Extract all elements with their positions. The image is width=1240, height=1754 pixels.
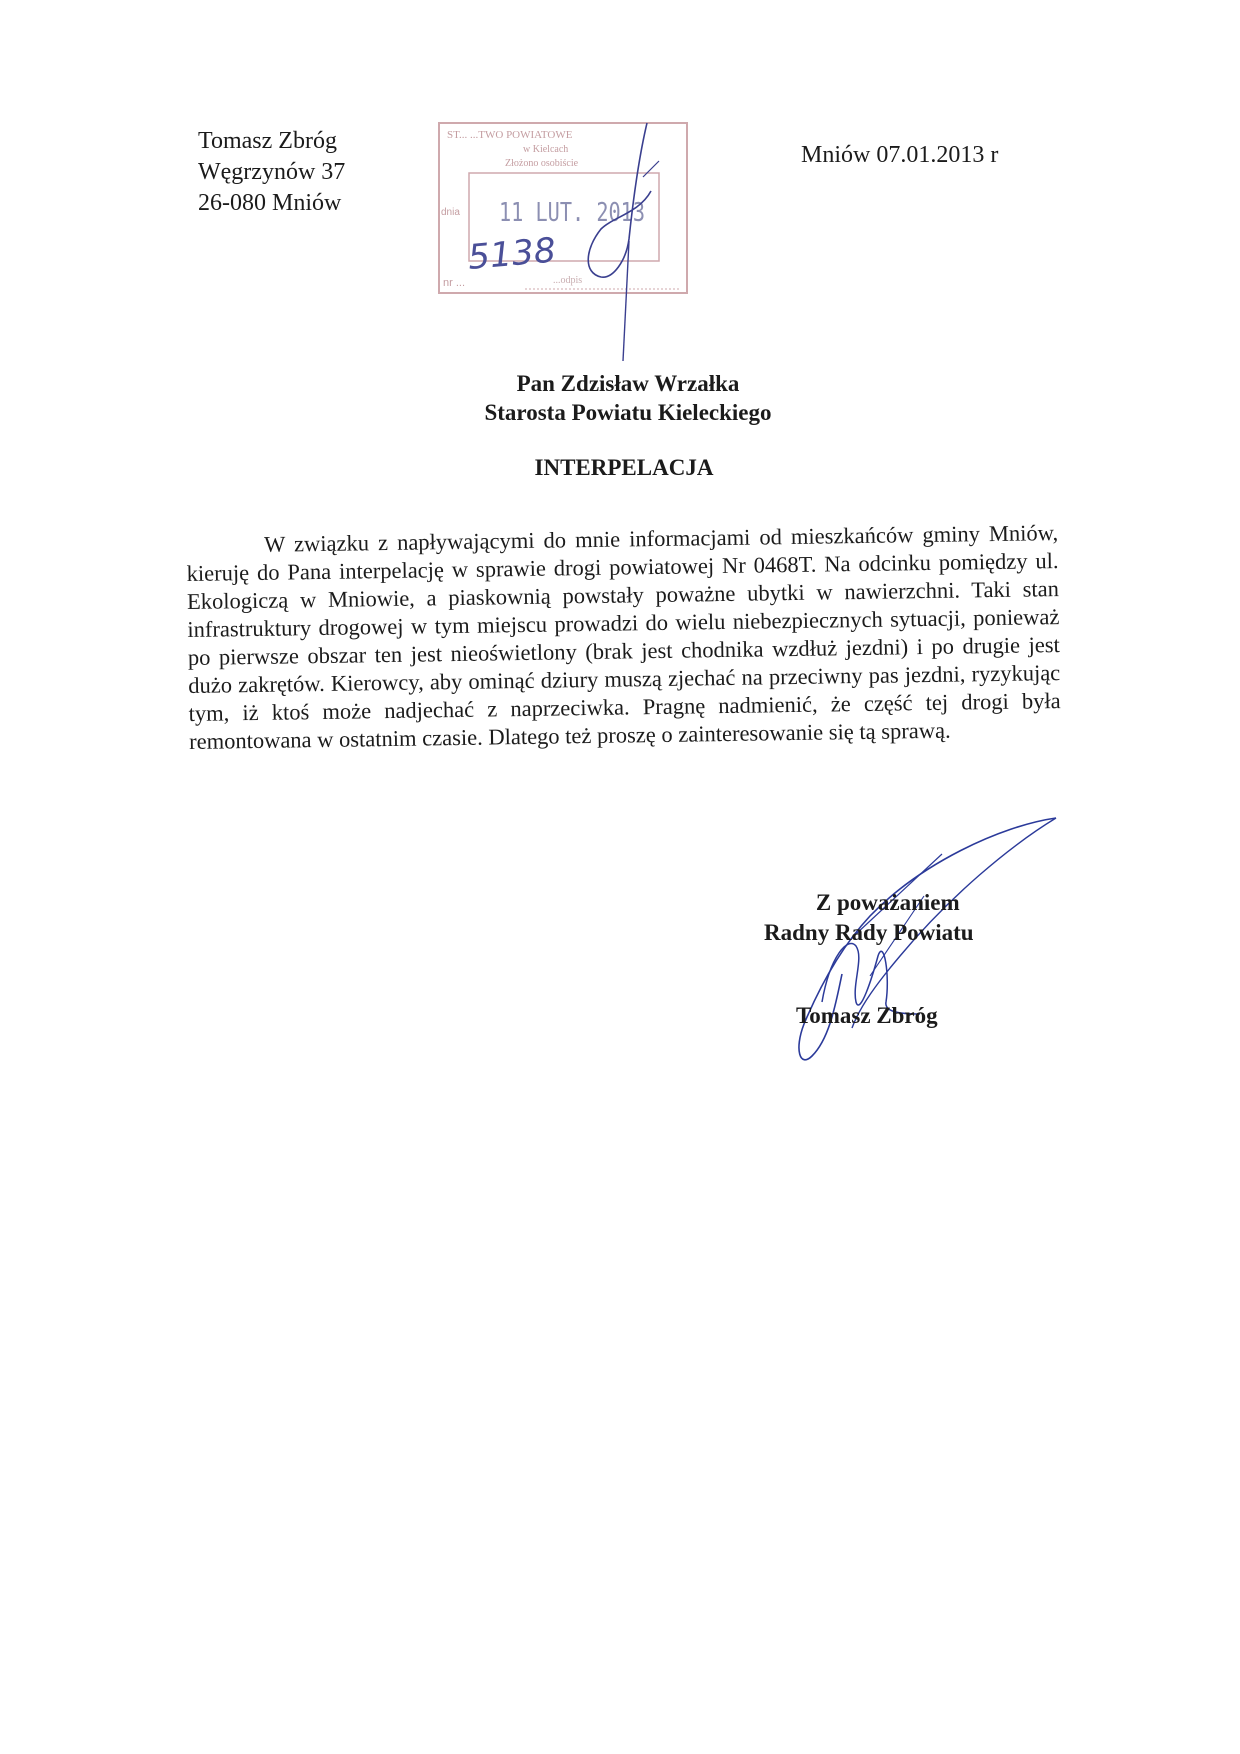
signer-name: Tomasz Zbróg: [796, 1003, 938, 1028]
stamp-office-line2: w Kielcach: [523, 144, 569, 155]
recipient-name: Pan Zdzisław Wrzałka: [516, 371, 740, 396]
sender-name: Tomasz Zbróg: [198, 128, 337, 154]
stamp-office-line3: Złożono osobiście: [505, 158, 579, 169]
registry-stamp-graphic: [433, 121, 693, 297]
document-title: [0, 455, 1240, 481]
stamp-tail: ...odpis: [553, 275, 583, 286]
stamp-number: 5138: [466, 230, 556, 278]
letter-body: W związku z napływającymi do mnie informacjami od mieszkańców gminy Mniów, kieruję do Pana interpelację w sprawie drogi powiatowej Nr 0468T. Na odcinku pomiędzy ul. Ekologiczą w Mniowie, a piaskownią powstały poważne ubytki w nawierzchni. Taki stan infrastruktury drogowej w tym miejscu prowadzi do wielu niebezpiecznych sytuacji, ponieważ po pierwsze obszar ten jest nieoświetlony (brak jest chodnika wzdłuż jezdni) i po drugie jest dużo zakrętów. Kierowcy, aby ominąć dziury muszą zjechać na przeciwny pas jezdni, ryzykując tym, iż ktoś może nadjechać z naprzeciwka. Pragnę nadmienić, że część tej drogi była remontowana w ostatnim czasie. Dlatego też proszę o zainteresowanie się tą sprawą.: [186, 520, 1061, 754]
sender-address: [198, 126, 345, 219]
stamp-number-prefix: nr ...: [443, 277, 466, 289]
closing-role: Radny Rady Powiatu: [764, 920, 974, 945]
sender-city: 26-080 Mniów: [198, 190, 342, 216]
sender-street: Węgrzynów 37: [198, 159, 346, 185]
recipient-block: [0, 369, 1240, 427]
stamp-date: 11 LUT. 2013: [499, 198, 645, 228]
registry-stamp: [433, 121, 693, 297]
closing-block: [764, 888, 974, 948]
stamp-date-prefix: dnia: [441, 207, 460, 218]
stamp-office-line1: ST... ...TWO POWIATOWE: [447, 129, 573, 141]
closing-salutation: Z poważaniem: [815, 890, 960, 915]
recipient-title: Starosta Powiatu Kieleckiego: [484, 400, 772, 425]
document-title-text: INTERPELACJA: [534, 455, 714, 480]
place-and-date: Mniów 07.01.2013 r: [801, 142, 999, 168]
